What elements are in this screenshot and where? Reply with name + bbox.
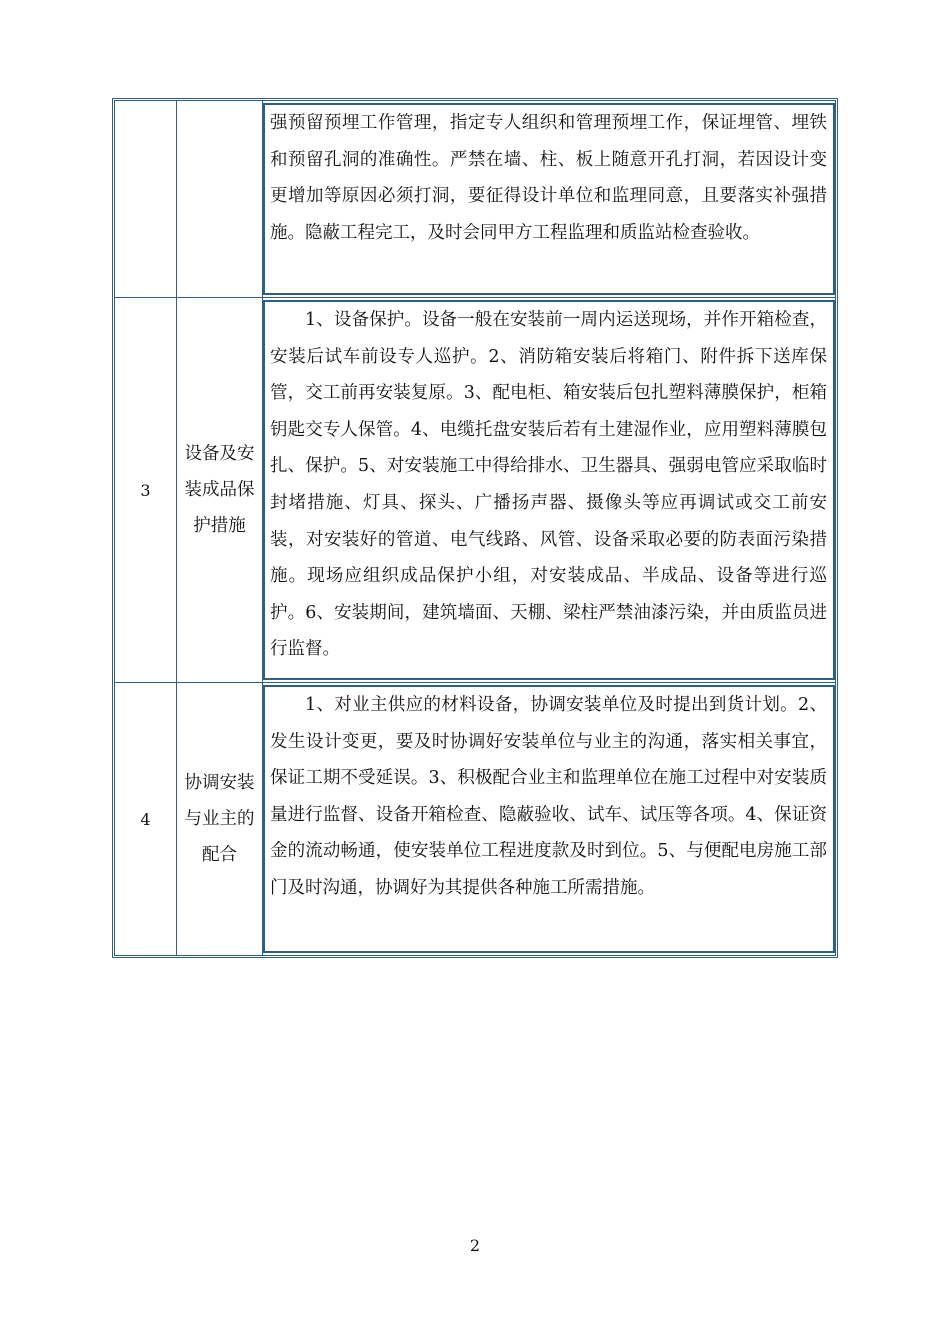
table-row bbox=[115, 683, 835, 955]
row-number bbox=[115, 101, 177, 297]
row-content bbox=[263, 300, 835, 680]
table-row bbox=[115, 101, 835, 298]
row-item bbox=[177, 101, 263, 297]
row-content bbox=[263, 685, 835, 953]
table-row bbox=[115, 298, 835, 683]
row-content: 强预留预埋工作管理，指定专人组织和管理预埋工作，保证埋管、埋铁和预留孔洞的准确性。严禁在墙、柱、板上随意开孔打洞，若因设计变更增加等原因必须打洞，要征得设计单位和监理同意，且要落实补强措施。隐蔽工程完工，及时会同甲方工程监理和质监站检查验收。 bbox=[263, 103, 835, 295]
row-number: 3 bbox=[115, 298, 177, 682]
row-content-text: 1、设备保护。设备一般在安装前一周内运送现场，并作开箱检查，安装后试车前设专人巡护。2、消防箱安装后将箱门、附件拆下送库保管，交工前再安装复原。3、配电柜、箱安装后包扎塑料薄膜保护，柜箱钥匙交专人保管。4、电缆托盘安装后若有土建湿作业，应用塑料薄膜包扎、保护。5、对安装施工中得给排水、卫生器具、强弱电管应采取临时封堵措施、灯具、探头、广播扬声器、摄像头等应再调试或交工前安装，对安装好的管道、电气线路、风管、设备采取必要的防表面污染措施。现场应组织成品保护小组，对安装成品、半成品、设备等进行巡护。6、安装期间，建筑墙面、天棚、梁柱严禁油漆污染，并由质监员进行监督。 bbox=[270, 310, 827, 660]
page-number: 2 bbox=[469, 1236, 481, 1255]
row-item: 设备及安装成品保护措施 bbox=[177, 298, 263, 682]
row-content-text: 1、对业主供应的材料设备，协调安装单位及时提出到货计划。2、发生设计变更，要及时协调好安装单位与业主的沟通，落实相关事宜，保证工期不受延误。3、积极配合业主和监理单位在施工过程中对安装质量进行监督、设备开箱检查、隐蔽验收、试车、试压等各项。4、保证资金的流动畅通，使安装单位工程进度款及时到位。5、与便配电房施工部门及时沟通，协调好为其提供各种施工所需措施。 bbox=[270, 695, 827, 898]
row-number: 4 bbox=[115, 683, 177, 955]
measures-table bbox=[112, 98, 838, 958]
row-item: 协调安装与业主的配合 bbox=[177, 683, 263, 955]
